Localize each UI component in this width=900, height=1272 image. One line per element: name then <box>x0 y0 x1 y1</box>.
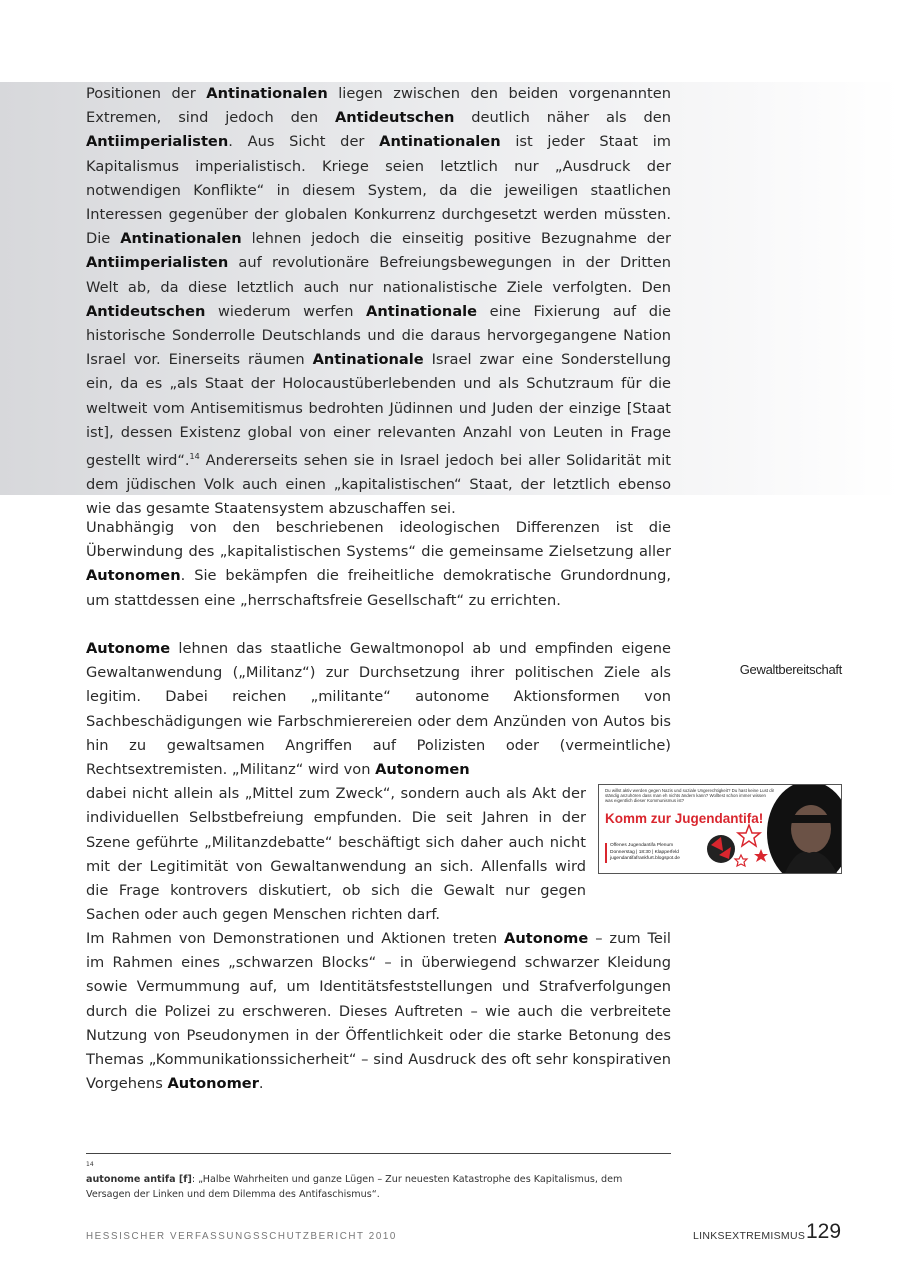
jugendantifa-poster-image <box>598 784 842 874</box>
bold-term: Antinationalen <box>120 230 242 248</box>
bold-term: Antideutschen <box>334 109 455 127</box>
masked-figure-illustration <box>697 785 841 873</box>
paragraph-ideology: Unabhängig von den beschriebenen ideologischen Differenzen ist die Überwindung des „kapitalistischen Systems“ die gemeinsame Zielsetzung aller Autonomen. Sie bekämpfen die freiheitliche demokratische Grundordnung, um stattdessen eine „herrschaftsfreie Gesellschaft“ zu errichten. <box>86 519 671 609</box>
paragraph-demonstrations: Im Rahmen von Demonstrationen und Aktionen treten Autonome – zum Teil im Rahmen eines „schwarzen Blocks“ – in überwiegend schwarzer Kleidung sowie Vermummung auf, um Identitätsfeststellungen und Strafverfolgungen durch die Polizei zu erschweren. Dieses Auftreten – wie auch die verbreitete Nutzung von Pseudonymen in der Öffentlichkeit oder die starke Betonung des Themas „Kommunikationssicherheit“ – sind Ausdruck des oft sehr konspirativen Vorgehens Autonomer. <box>86 930 671 1093</box>
footnote-text: : „Halbe Wahrheiten und ganze Lügen – Zur neuesten Katastrophe des Kapitalismus, dem Versagen der Linken und dem Dilemma des Antifaschismus“. <box>86 1174 623 1200</box>
bold-term: Antiimperialisten <box>86 133 229 151</box>
bold-term: Autonomen <box>86 567 181 585</box>
bold-term: Antinationalen <box>206 85 328 102</box>
star-icon <box>735 855 747 866</box>
paragraph-militanz <box>86 637 671 927</box>
margin-note-gewaltbereitschaft: Gewaltbereitschaft <box>739 662 842 677</box>
bold-term: Autonomen <box>375 761 470 779</box>
footer-section-title: LINKSEXTREMISMUS <box>693 1230 806 1242</box>
page-number: 129 <box>806 1220 842 1243</box>
paragraph-militanz-part2: dabei nicht allein als „Mittel zum Zweck“, sondern auch als Akt der individuellen Selbstbefreiung empfunden. Die seit Jahren in der Szene geführte „Militanzdebatte“ beschäftigt sich daher auch nicht mit der Legitimität von Gewaltanwendung an sich. Allenfalls wird die Frage kontrovers diskutiert, ob sich die Gewalt nur gegen Sachen oder auch gegen Menschen richten darf. <box>86 785 586 924</box>
bold-term: Antinationale <box>366 302 478 320</box>
footnote-source: autonome antifa [f] <box>86 1174 192 1185</box>
star-icon <box>754 849 768 862</box>
poster-info-line: jugendantifafrankfurt.blogspot.de <box>610 856 680 862</box>
poster-info-line: Offenes Jugendantifa Plenum <box>610 843 674 848</box>
star-icon <box>738 825 760 846</box>
poster-headline: Komm zur Jugendantifa! <box>605 811 764 826</box>
footnote <box>86 1157 671 1202</box>
poster-small-text: Du willst aktiv werden gegen Nazis und soziale Ungerechtigkeit? Du hast keine Lust dir ständig anzuhören dass man eh nichts ändern kann? Wolltest schon immer wissen was eigentlich dieser Kommunismus ist? <box>605 788 775 804</box>
bold-term: Antinationale <box>312 351 424 369</box>
footer-publication-title: HESSISCHER VERFASSUNGSSCHUTZBERICHT 2010 <box>86 1231 397 1242</box>
poster-info-line: Donnerstag | 18:30 | Klapperfeld <box>610 849 679 855</box>
footnote-reference: 14 <box>189 452 200 462</box>
bold-term: Antideutschen <box>86 302 206 320</box>
bold-term: Autonomer <box>167 1075 259 1093</box>
footnote-number: 14 <box>86 1161 94 1168</box>
bold-term: Antinationalen <box>379 133 501 151</box>
bold-term: Antiimperialisten <box>86 254 229 272</box>
footnote-divider <box>86 1153 671 1154</box>
bold-term: Autonome <box>504 930 589 947</box>
paragraph-militanz-part1: Autonome lehnen das staatliche Gewaltmonopol ab und empfinden eigene Gewaltanwendung („Militanz“) zur Durchsetzung ihrer politischen Ziele als legitim. Dabei reichen „militante“ autonome Aktionsformen von Sachbeschädigungen wie Farbschmierereien oder dem Anzünden von Autos bis hin zu gewaltsamen Angriffen auf Polizisten oder (vermeintliche) Rechtsextremisten. „Militanz“ wird von Autonomen <box>86 640 671 779</box>
bold-term: Autonome <box>86 640 171 657</box>
box-paragraph: Positionen der Antinationalen liegen zwischen den beiden vorgenannten Extremen, sind jedoch den Antideutschen deutlich näher als den Antiimperialisten. Aus Sicht der Antinationalen ist jeder Staat im Kapitalismus imperialistisch. Kriege seien letztlich nur „Ausdruck der notwendigen Konflikte“ in diesem System, da die jeweiligen staatlichen Interessen gegenüber der globalen Konkurrenz durchgesetzt werden müssten. Die Antinationalen lehnen jedoch die einseitig positive Bezugnahme der Antiimperialisten auf revolutionäre Befreiungsbewegungen in der Dritten Welt ab, da diese letztlich auch nur nationalistische Ziele verfolgten. Den Antideutschen wiederum werfen Antinationale eine Fixierung auf die historische Sonderrolle Deutschlands und die daraus hervorgegangene Nation Israel vor. Einerseits räumen Antinationale Israel zwar eine Sonderstellung ein, da es „als Staat der Holocaustüberlebenden und als Schutzraum für die weltweit vom Antisemitismus bedrohten Jüdinnen und Juden der einzige [Staat ist], dessen Existenz global von einer relevanten Anzahl von Leuten in Frage gestellt wird“.$^{14}$ Andererseits sehen sie in Israel jedoch bei aller Solidarität mit dem jüdischen Volk auch einen „kapitalistischen“ Staat, der letztlich ebenso wie das gesamte Staatensystem abzuschaffen sei. <box>86 85 672 518</box>
